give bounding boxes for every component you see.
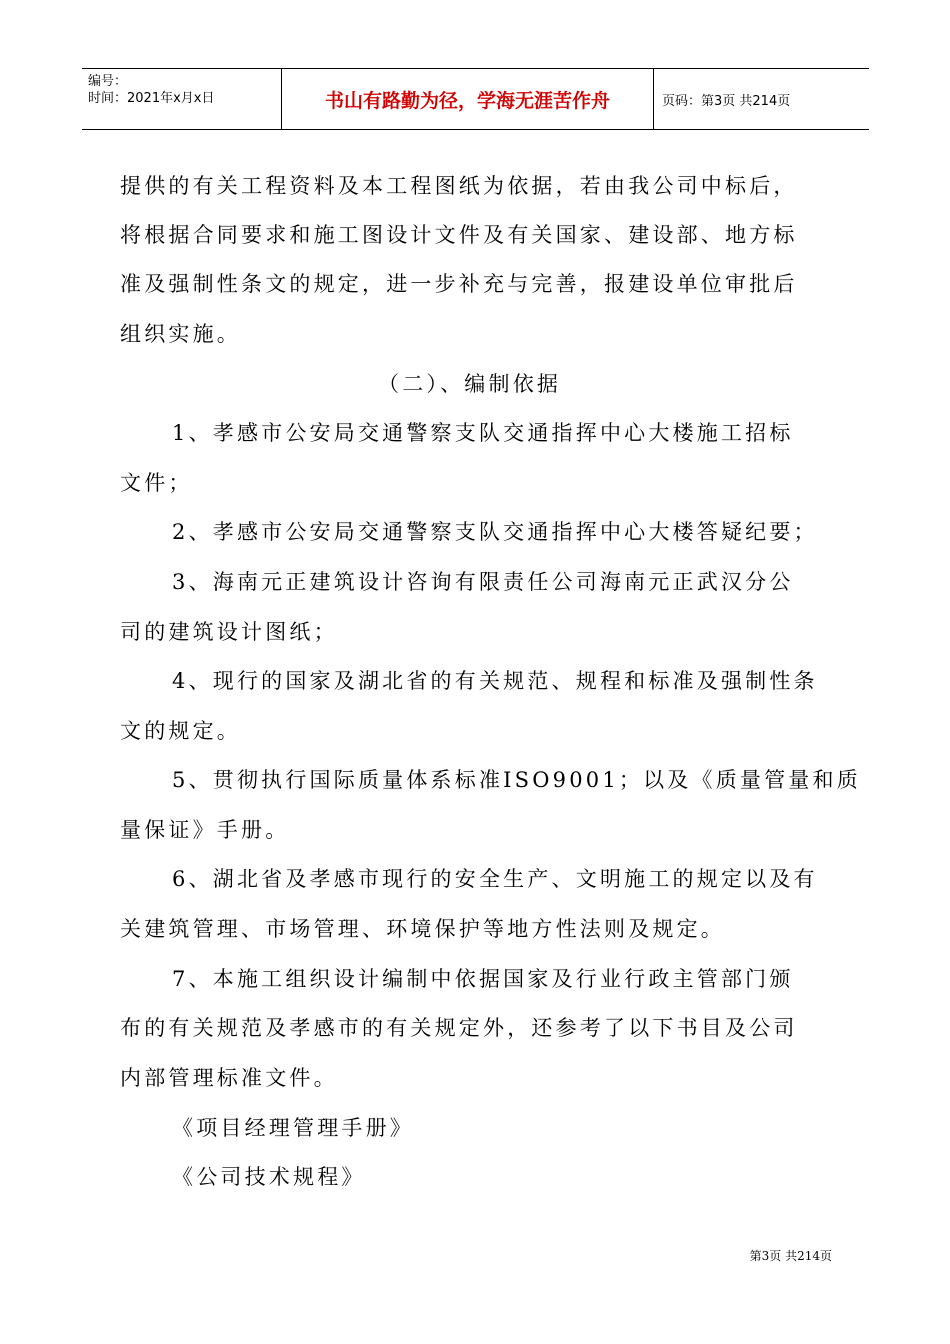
paragraph-line: 关建筑管理、市场管理、环境保护等地方性法则及规定。: [120, 917, 725, 941]
document-number-label: 编号：: [88, 74, 128, 89]
section-heading: （二）、编制依据: [378, 372, 562, 396]
paragraph-line: 文的规定。: [120, 719, 241, 743]
paragraph-line: 6、湖北省及孝感市现行的安全生产、文明施工的规定以及有: [172, 867, 818, 891]
page-footer: 第3页 共214页: [749, 1249, 832, 1263]
paragraph-line: 2、孝感市公安局交通警察支队交通指挥中心大楼答疑纪要；: [172, 520, 818, 544]
paragraph-line: 5、贯彻执行国际质量体系标准ISO9001；以及《质量管量和质: [172, 768, 861, 792]
paragraph-line: 准及强制性条文的规定，进一步补充与完善，报建设单位审批后: [120, 272, 798, 296]
paragraph-line: 布的有关规范及孝感市的有关规定外，还参考了以下书目及公司: [120, 1016, 798, 1040]
paragraph-line: 1、孝感市公安局交通警察支队交通指挥中心大楼施工招标: [172, 421, 794, 445]
paragraph-line: 提供的有关工程资料及本工程图纸为依据，若由我公司中标后，: [120, 174, 798, 198]
paragraph-line: 文件；: [120, 471, 193, 495]
reference-item: 《公司技术规程》: [172, 1165, 366, 1189]
document-date-label: 时间：2021年x月x日: [88, 91, 215, 106]
paragraph-line: 内部管理标准文件。: [120, 1066, 338, 1090]
paragraph-line: 组织实施。: [120, 322, 241, 346]
page-header: [82, 68, 869, 130]
paragraph-line: 3、海南元正建筑设计咨询有限责任公司海南元正武汉分公: [172, 570, 794, 594]
header-motto: 书山有路勤为径，学海无涯苦作舟: [282, 69, 654, 129]
reference-item: 《项目经理管理手册》: [172, 1116, 414, 1140]
header-meta: [82, 69, 282, 129]
paragraph-line: 4、现行的国家及湖北省的有关规范、规程和标准及强制性条: [172, 669, 818, 693]
paragraph-line: 7、本施工组织设计编制中依据国家及行业行政主管部门颁: [172, 967, 794, 991]
paragraph-line: 量保证》手册。: [120, 818, 290, 842]
paragraph-line: 司的建筑设计图纸；: [120, 620, 338, 644]
paragraph-line: 将根据合同要求和施工图设计文件及有关国家、建设部、地方标: [120, 223, 798, 247]
header-page-number: 页码：第3页 共214页: [662, 93, 791, 109]
